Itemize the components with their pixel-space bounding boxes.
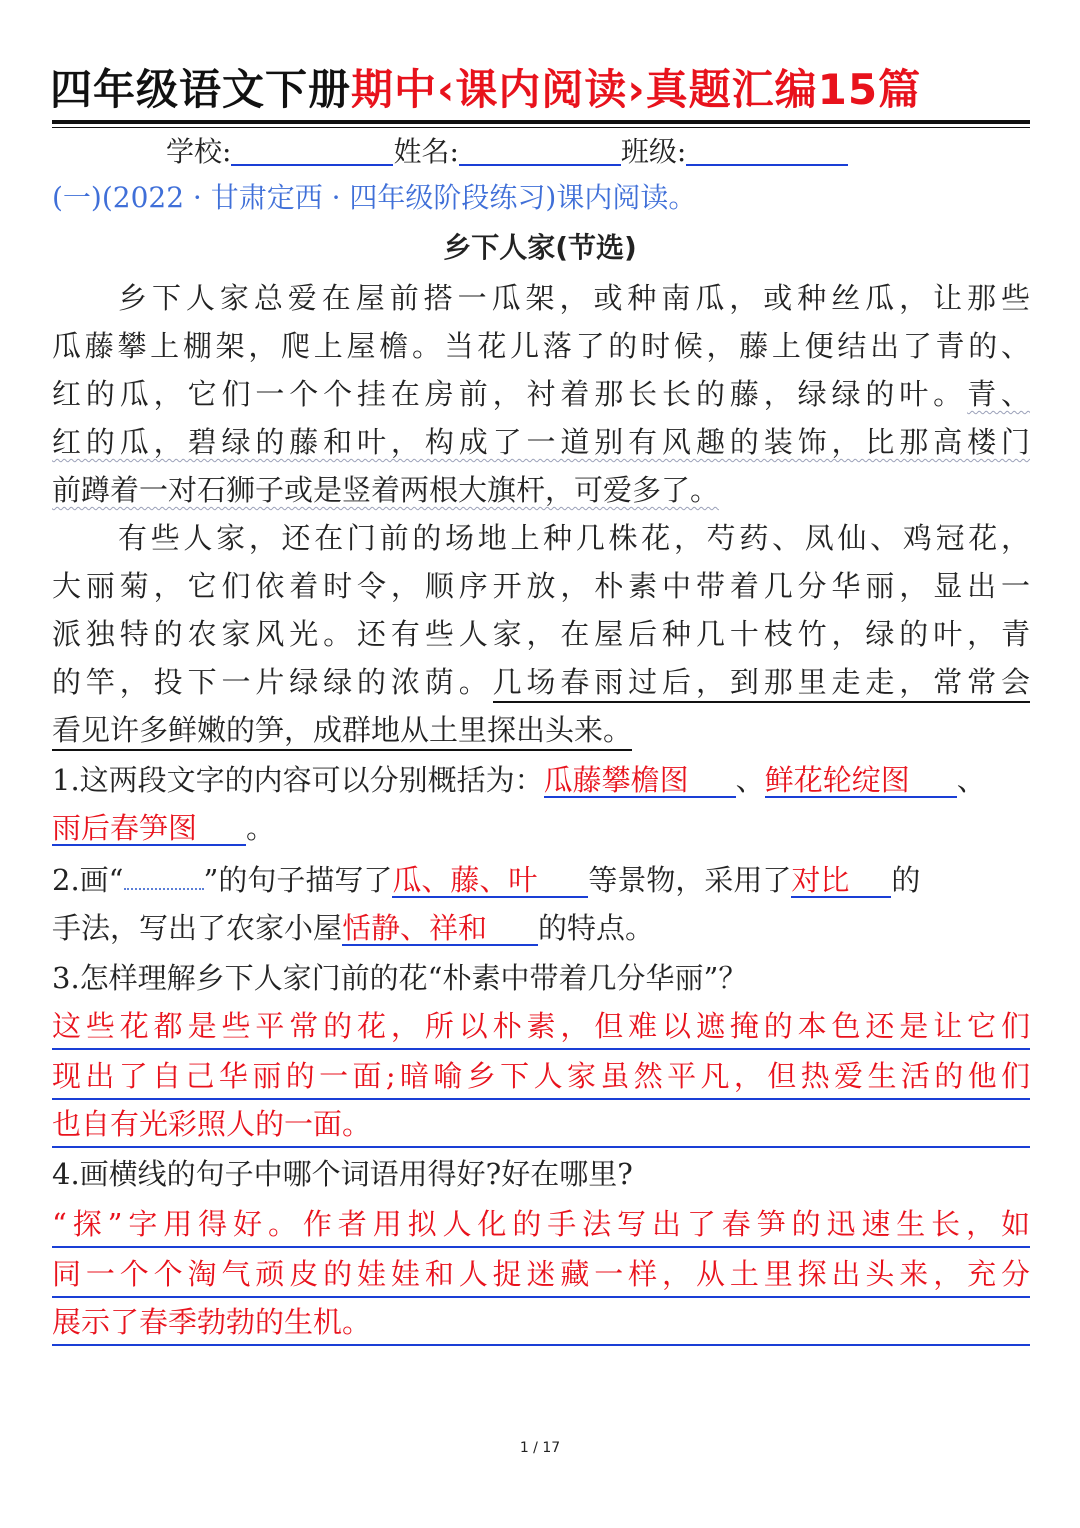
passage-line [52,376,1030,412]
question-2-end: 的 [891,863,921,897]
passage-line [52,424,1030,460]
answer-line[interactable]: 展示了春季勃勃的生机。 [52,1304,1030,1346]
title-rule-thick [52,120,1030,124]
name-field[interactable] [459,134,621,166]
question-2-line2-end: 的特点。 [538,911,655,945]
underlined-sentence: 几场春雨过后，到那里走走，常常会 [493,665,1030,703]
answer-blank[interactable]: 瓜藤攀檐图 [544,762,736,798]
question-1-text: 1.这两段文字的内容可以分别概括为： [52,763,544,797]
wavy-underlined-text: 前蹲着一对石狮子或是竖着两根大旗杆，可爱多了。 [52,473,720,507]
passage-line: 派独特的农家风光。还有些人家，在屋后种几十枝竹，绿的叶，青 [52,617,1030,651]
class-label: 班级: [620,135,687,168]
question-source: (一)(2022 · 甘肃定西 · 四年级阶段练习)课内阅读。 [52,181,697,214]
wavy-line-symbol [124,862,204,890]
answer-blank[interactable]: 瓜、藤、叶 [392,862,588,898]
answer-line[interactable]: 也自有光彩照人的一面。 [52,1106,1030,1148]
answer-line[interactable]: 现出了自己华丽的一面;暗喻乡下人家虽然平凡，但热爱生活的他们 [52,1058,1030,1100]
passage-line [52,472,1030,508]
question-2-cont [52,910,1030,946]
passage-line [52,664,1030,700]
info-row [166,134,848,170]
passage-line: 有些人家，还在门前的场地上种几株花，芍药、凤仙、鸡冠花， [118,521,1030,555]
title-rule-thin [52,127,1030,128]
title-part-2: 期中‹课内阅读›真题汇编15篇 [351,65,922,114]
question-2-mid2: 等景物，采用了 [588,863,792,897]
question-2 [52,862,1030,898]
question-4: 4.画横线的句子中哪个词语用得好?好在哪里? [52,1157,633,1191]
passage-line: 乡下人家总爱在屋前搭一瓜架，或种南瓜，或种丝瓜，让那些 [118,281,1030,315]
underlined-sentence: 看见许多鲜嫩的笋，成群地从土里探出头来。 [52,713,632,751]
question-2-line2-pre: 手法，写出了农家小屋 [52,911,343,945]
class-field[interactable] [686,134,848,166]
wavy-underlined-text: 红的瓜，碧绿的藤和叶，构成了一道别有风趣的装饰，比那高楼门 [52,425,1030,459]
question-3: 3.怎样理解乡下人家门前的花“朴素中带着几分华丽”？ [52,961,748,995]
passage-line [52,712,1030,748]
school-field[interactable] [231,134,393,166]
answer-blank[interactable]: 雨后春笋图 [52,810,246,846]
passage-line: 大丽菊，它们依着时令，顺序开放，朴素中带着几分华丽，显出一 [52,569,1030,603]
sentence-end: 。 [246,811,276,845]
school-label: 学校: [166,135,232,168]
question-2-mid: ”的句子描写了 [203,863,393,897]
question-2-pre: 2.画“ [52,863,124,897]
passage-title: 乡下人家(节选) [443,231,637,264]
page-number: 1 / 17 [519,1440,561,1456]
title-part-1: 四年级语文下册 [50,65,352,114]
question-1 [52,762,1030,798]
answer-blank[interactable]: 鲜花轮绽图 [765,762,957,798]
wavy-underlined-text: 青、 [967,377,1030,411]
worksheet-title [50,62,1030,118]
answer-blank[interactable]: 恬静、祥和 [342,910,538,946]
answer-line[interactable]: 这些花都是些平常的花，所以朴素，但难以遮掩的本色还是让它们 [52,1008,1030,1050]
separator: 、 [956,763,986,797]
passage-text: 的竿，投下一片绿绿的浓荫。 [52,665,493,699]
answer-blank[interactable]: 对比 [791,862,891,898]
answer-line[interactable]: 同一个个淘气顽皮的娃娃和人捉迷藏一样，从土里探出头来，充分 [52,1256,1030,1298]
passage-line: 瓜藤攀上棚架，爬上屋檐。当花儿落了的时候，藤上便结出了青的、 [52,329,1030,363]
name-label: 姓名: [393,135,459,168]
question-1-cont [52,810,1030,846]
separator: 、 [735,763,765,797]
answer-line[interactable]: “探”字用得好。作者用拟人化的手法写出了春笋的迅速生长，如 [52,1206,1030,1248]
passage-text: 红的瓜，它们一个个挂在房前，衬着那长长的藤，绿绿的叶。 [52,377,968,411]
